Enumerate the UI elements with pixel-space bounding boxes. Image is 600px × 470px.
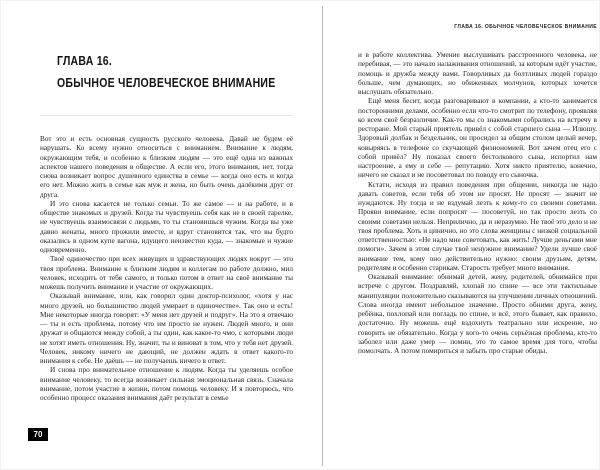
chapter-label: ГЛАВА 16. bbox=[57, 54, 113, 68]
running-header: ГЛАВА 16. ОБЫЧНОЕ ЧЕЛОВЕЧЕСКОЕ ВНИМАНИЕ bbox=[454, 24, 597, 30]
body-paragraph: Кстати, исходя из правил поведения при общении, никогда не надо давать советов, если тебя об этом не просят. Не просят — значит не нуждаются. Ну тогда и не вздумай лезть к кому-то со своими советами. Прояви внимание, если попросят — посоветуй, но так просто лезть со своими советами нельзя. Неприлично, да и неразумно. Не твоё это дело и не твоя проблема. Хоть и цинично, но это слова женщины с низкой социальной ответственностью: «Не надо мне советовать, как жить! Лучше деньгами мне помоги». Зачем в этом случае твоё ненужное внимание? Удели лучше своё внимание тем, кому оно действительно нужно: своим друзьям, детям, родителям и особенно старикам. Старость требует много внимания. bbox=[358, 179, 597, 272]
body-paragraph: Оказывай внимание: обнимай детей, жену, родителей, обнимайся при встрече с другом. Поздравляй, хлопай по спине — все эти тактильные манипуляции положительно сказываются на улучшении личных отношений. Слова иногда имеют небольшое значение. Просто обними друга, жену, ребёнка, похлопай или погладь по спине, и всё, этого бывает, как правило, достаточно. Ну можешь ещё вздохнуть театрально или искренне, но говорить не обязательно. Когда у кого-то очень серьёзная проблема, кто-то заболел или даже умер — помни, это то самое время для того, чтобы помолчать. А потом помириться и забыть про старые обиды. bbox=[358, 272, 597, 355]
body-paragraph: Вот это и есть основная сущность русского человека. Давай не будем её нарушать. Ко всему нужно относиться с вниманием. Внимание к людям, окружающим тебя, и особенно к близким людям — это ещё одна из важных аспектов нашего поведения в обществе. А если его, этого внимания, нет, тогда снова возникает вопрос душевного единства в семье — когда оно есть и когда его нет. Можно жить в семье как муж и жена, но быть очень далёкими друг от друга. bbox=[40, 134, 293, 199]
body-paragraph: Ещё меня бесит, когда разговаривают в компании, а кто-то занимается посторонними делами, особенно если что-то смотрит по телефону, проявляя ко всем своё безразличие. Как-то мы со знакомыми собрались на встречу в ресторане. Мой старый приятель привёл с собой старшего сына — Илюшу. Здоровый долбак и бездельник, он просидел за общим столом целый вечер, ковыряясь в телефоне со скучающей физиономией. Вот зачем отец его с собой привёл? Ну показал своего бестолкового сына, испортил нам настроение, а ему и себе — репутацию. Хотя никто приятелю, конечно, ничего не сказал и не посоветовал по поводу его сыночка. bbox=[358, 96, 597, 180]
left-page-body bbox=[40, 134, 293, 402]
heading-rule bbox=[40, 115, 293, 116]
right-page-body bbox=[358, 50, 597, 355]
body-paragraph: И снова про внимательное отношение к людям. Когда ты уделяешь особое внимание человеку, то всегда возникает сильная эмоциональная связь. Сначала внимание, потом участие в жизни, потом помощь человеку. И я повторюсь, что особенно процесс оказания внимания даёт результат в семье bbox=[40, 365, 293, 402]
body-paragraph: И это снова касается не только семьи. То же самое — и на работе, и в обществе знакомых и друзей. Когда ты чувствуешь себя как не в своей тарелке, не чувствуешь взаимосвязи с людьми, то ты становишься чужим. Когда вы уже давно женаты, много прожили вместе, и вдруг становится так, что вы будто оказались в одном купе вагона, идущего неизвестно куда, — знакомые и чужие одновременно. bbox=[40, 198, 293, 254]
right-page bbox=[323, 0, 600, 470]
chapter-title: ОБЫЧНОЕ ЧЕЛОВЕЧЕСКОЕ ВНИМАНИЕ bbox=[57, 76, 276, 90]
body-paragraph: Оказывай внимание, или, как говорил один доктор-психолог, «хотя у нас много друзей, но большинство людей умирает в одиночестве». Так оно и есть! Мне некоторые иногда говорят: «У меня нет друзей и подруг». На это я отвечаю — ты и есть проблема, потому что им просто не нужен. Людей много, и они дружат и общаются между собой, а ты один, как какое-то чмо, с которыми люди не хотят иметь отношения. Ну, значит, ты и виноват в том, что у тебя нет друзей. Человек, никому ничего не дающий, не должен ждать в ответ какого-то внимания к себе. Не даёшь — не получаешь ничего в ответ. bbox=[40, 291, 293, 365]
body-paragraph: и в работе коллектива. Умение выслушивать расстроенного человека, не перебивая, — это начало налаживания отношений, за которым идёт участие, помощь и дружба между вами. Говорливых да болтливых людей гораздо больше, чем думающих, но обиженных молчунов, которых хочется выслушать обязательно. bbox=[358, 50, 597, 96]
page-number-badge: 70 bbox=[28, 428, 48, 441]
chapter-heading bbox=[57, 50, 275, 94]
body-paragraph: Твоё одиночество при всех живущих и здравствующих людях вокруг — это твоя проблема. Внимание к близким людям и коллегам по работе должно, мил человек, исходить от тебя самого, и только потом в ответ на своё внимание ты можешь получить внимание и участие от окружающих. bbox=[40, 254, 293, 291]
